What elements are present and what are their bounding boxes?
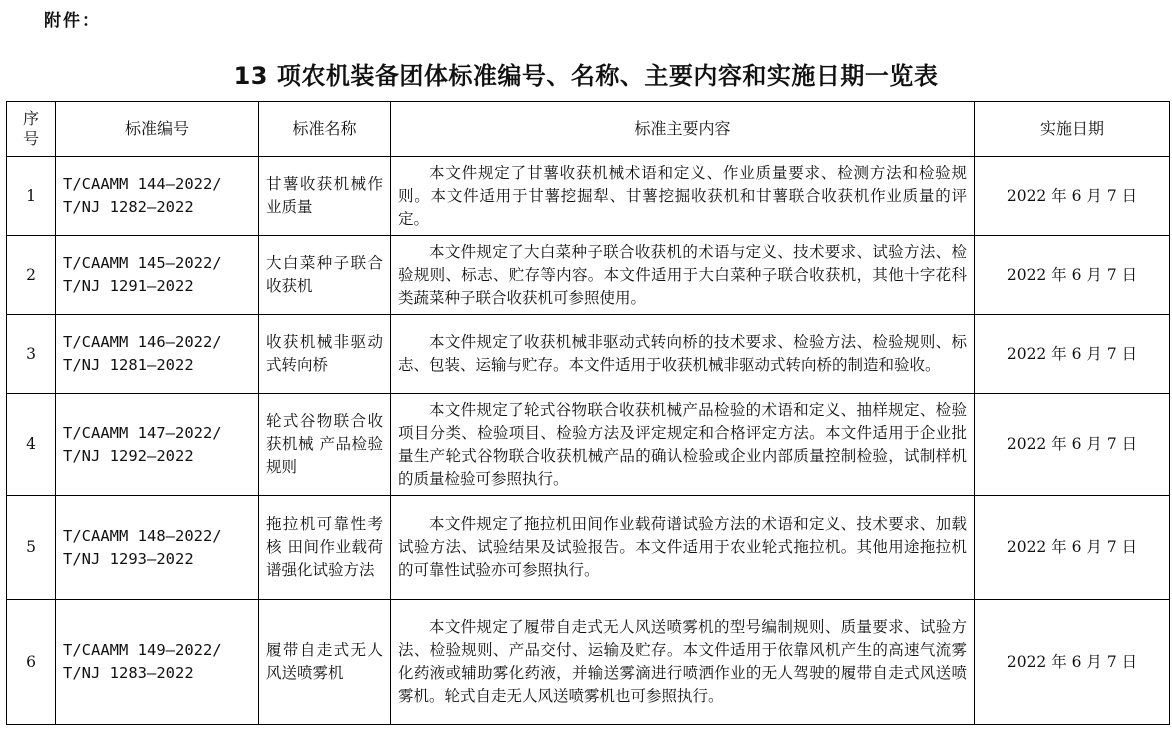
row-code: T/CAAMM 147—2022/ T/NJ 1292—2022 bbox=[56, 394, 259, 496]
table-row bbox=[7, 496, 1170, 600]
attachment-label: 附件： bbox=[44, 11, 101, 31]
row-no: 3 bbox=[7, 315, 56, 394]
row-name: 履带自走式无人风送喷雾机 bbox=[259, 600, 391, 725]
row-name: 轮式谷物联合收获机械 产品检验规则 bbox=[259, 394, 391, 496]
header-date: 实施日期 bbox=[975, 102, 1170, 157]
row-name: 甘薯收获机械作业质量 bbox=[259, 157, 391, 236]
row-date: 2022 年 6 月 7 日 bbox=[975, 600, 1170, 725]
row-code: T/CAAMM 144—2022/ T/NJ 1282—2022 bbox=[56, 157, 259, 236]
document-title: 13 项农机装备团体标准编号、名称、主要内容和实施日期一览表 bbox=[233, 62, 939, 90]
table-row bbox=[7, 600, 1170, 725]
row-code: T/CAAMM 149—2022/ T/NJ 1283—2022 bbox=[56, 600, 259, 725]
table-row bbox=[7, 315, 1170, 394]
row-name: 拖拉机可靠性考核 田间作业载荷谱强化试验方法 bbox=[259, 496, 391, 600]
row-date: 2022 年 6 月 7 日 bbox=[975, 496, 1170, 600]
table-row bbox=[7, 236, 1170, 315]
row-name: 大白菜种子联合收获机 bbox=[259, 236, 391, 315]
row-date: 2022 年 6 月 7 日 bbox=[975, 157, 1170, 236]
row-no: 4 bbox=[7, 394, 56, 496]
row-no: 2 bbox=[7, 236, 56, 315]
row-no: 6 bbox=[7, 600, 56, 725]
table-header-row bbox=[7, 102, 1170, 157]
row-date: 2022 年 6 月 7 日 bbox=[975, 236, 1170, 315]
row-code: T/CAAMM 145—2022/ T/NJ 1291—2022 bbox=[56, 236, 259, 315]
row-content: 本文件规定了大白菜种子联合收获机的术语与定义、技术要求、试验方法、检验规则、标志、贮存等内容。本文件适用于大白菜种子联合收获机，其他十字花科类蔬菜种子联合收获机可参照使用。 bbox=[391, 236, 975, 315]
row-content: 本文件规定了甘薯收获机械术语和定义、作业质量要求、检测方法和检验规则。本文件适用于甘薯挖掘犁、甘薯挖掘收获机和甘薯联合收获机作业质量的评定。 bbox=[391, 157, 975, 236]
row-content: 本文件规定了拖拉机田间作业载荷谱试验方法的术语和定义、技术要求、加载试验方法、试验结果及试验报告。本文件适用于农业轮式拖拉机。其他用途拖拉机的可靠性试验亦可参照执行。 bbox=[391, 496, 975, 600]
row-no: 1 bbox=[7, 157, 56, 236]
row-date: 2022 年 6 月 7 日 bbox=[975, 394, 1170, 496]
header-no: 序号 bbox=[7, 102, 56, 157]
row-code: T/CAAMM 146—2022/ T/NJ 1281—2022 bbox=[56, 315, 259, 394]
row-code: T/CAAMM 148—2022/ T/NJ 1293—2022 bbox=[56, 496, 259, 600]
table-row bbox=[7, 157, 1170, 236]
row-name: 收获机械非驱动式转向桥 bbox=[259, 315, 391, 394]
header-code: 标准编号 bbox=[56, 102, 259, 157]
row-content: 本文件规定了履带自走式无人风送喷雾机的型号编制规则、质量要求、试验方法、检验规则、产品交付、运输及贮存。本文件适用于依靠风机产生的高速气流雾化药液或辅助雾化药液，并输送雾滴进行喷洒作业的无人驾驶的履带自走式风送喷雾机。轮式自走无人风送喷雾机也可参照执行。 bbox=[391, 600, 975, 725]
header-name: 标准名称 bbox=[259, 102, 391, 157]
standards-table bbox=[6, 101, 1170, 725]
header-content: 标准主要内容 bbox=[391, 102, 975, 157]
row-date: 2022 年 6 月 7 日 bbox=[975, 315, 1170, 394]
row-no: 5 bbox=[7, 496, 56, 600]
row-content: 本文件规定了收获机械非驱动式转向桥的技术要求、检验方法、检验规则、标志、包装、运输与贮存。本文件适用于收获机械非驱动式转向桥的制造和验收。 bbox=[391, 315, 975, 394]
table-row bbox=[7, 394, 1170, 496]
row-content: 本文件规定了轮式谷物联合收获机械产品检验的术语和定义、抽样规定、检验项目分类、检验项目、检验方法及评定规定和合格评定方法。本文件适用于企业批量生产轮式谷物联合收获机械产品的确认检验或企业内部质量控制检验，试制样机的质量检验可参照执行。 bbox=[391, 394, 975, 496]
